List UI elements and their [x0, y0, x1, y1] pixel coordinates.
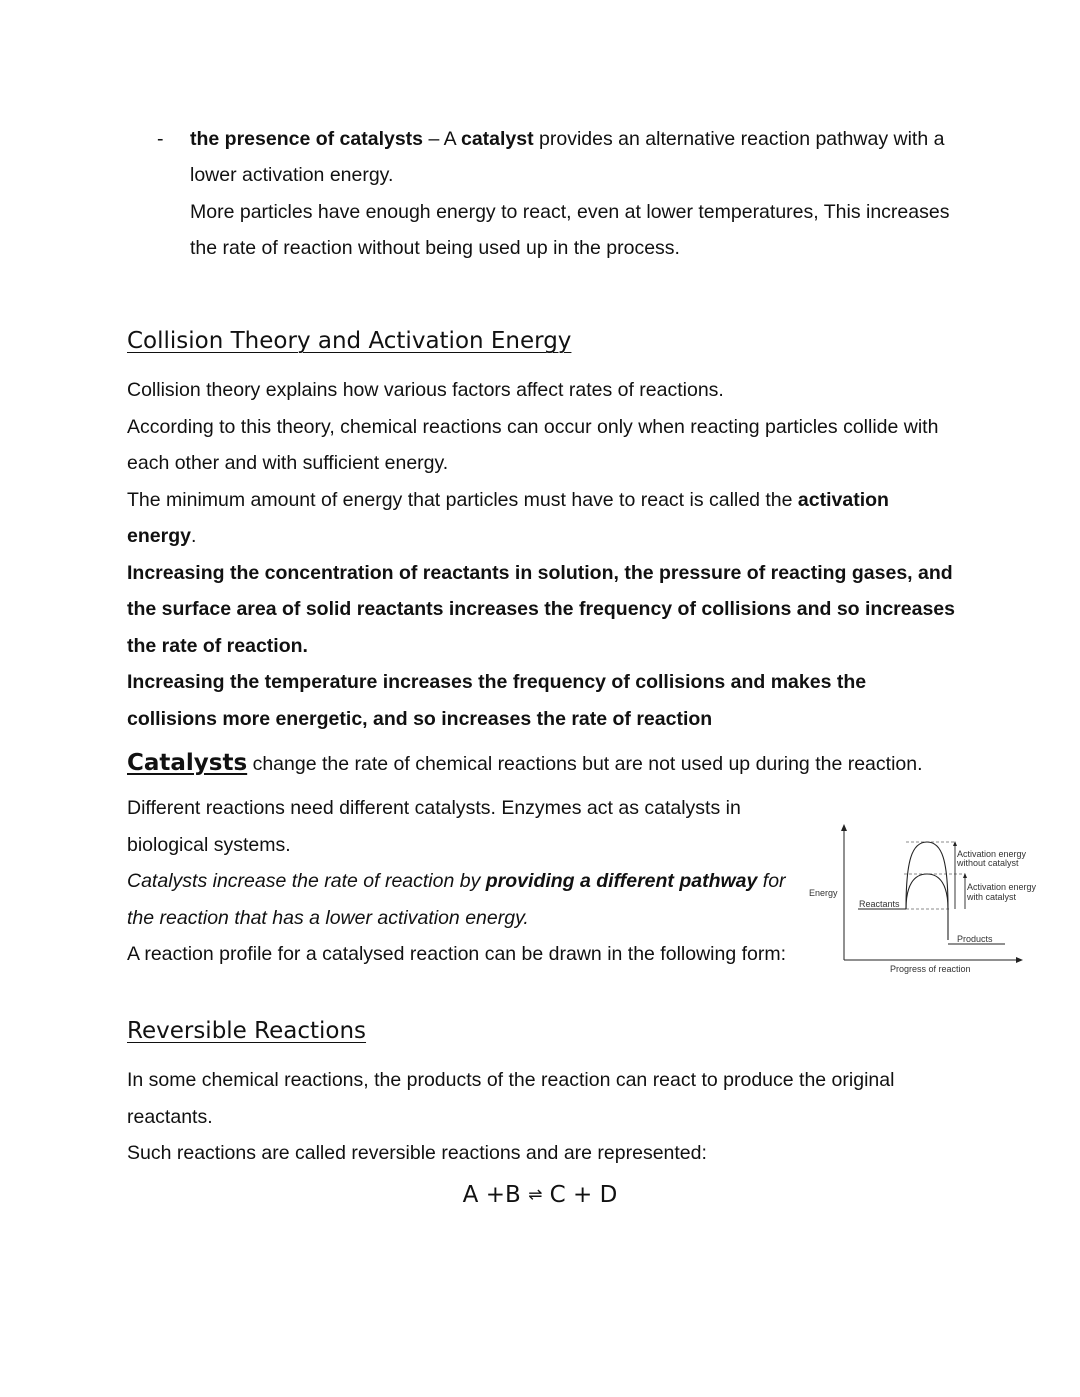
reversible-heading: Reversible Reactions: [127, 1018, 367, 1044]
equation-left: A +B: [462, 1182, 529, 1208]
bullet-catalyst-word: catalyst: [460, 128, 534, 150]
catalysts-l2: biological systems.: [127, 834, 291, 856]
collision-p3a-bold: activation: [797, 489, 889, 511]
catalysts-l3: [127, 868, 786, 894]
diagram-with-label-2: with catalyst: [967, 892, 1017, 902]
collision-p1: Collision theory explains how various factors affect rates of reactions.: [127, 379, 724, 401]
bullet-dash: -: [157, 128, 164, 150]
collision-p3a-text: The minimum amount of energy that particles must have to react is called the: [127, 489, 798, 511]
diagram-without-label-1: Activation energy: [957, 849, 1027, 859]
equation-right: C + D: [542, 1182, 618, 1208]
reversible-l1: In some chemical reactions, the products of the reaction can react to produce the original: [127, 1069, 895, 1091]
bullet-term: the presence of catalysts: [190, 128, 424, 150]
bullet-line-2: lower activation energy.: [190, 164, 394, 186]
collision-bold-2a: Increasing the temperature increases the frequency of collisions and makes the: [127, 671, 867, 693]
arrow-with-head: [963, 873, 967, 878]
collision-p3a: [127, 487, 889, 513]
diagram-with-label-1: Activation energy: [967, 882, 1037, 892]
catalysts-rest: change the rate of chemical reactions but are not used up during the reaction.: [247, 753, 923, 775]
collision-heading: Collision Theory and Activation Energy: [127, 328, 572, 354]
diagram-x-label: Progress of reaction: [890, 964, 971, 974]
bullet-rest: provides an alternative reaction pathway with a: [533, 128, 945, 150]
x-axis-arrow: [1016, 957, 1023, 963]
collision-bold-1b: the surface area of solid reactants increases the frequency of collisions and so increases: [127, 598, 955, 620]
collision-bold-2b: collisions more energetic, and so increases the rate of reaction: [127, 708, 713, 730]
catalysts-l3-a: Catalysts increase the rate of reaction by: [127, 870, 486, 892]
bullet-sep: – A: [423, 128, 461, 150]
bullet-line-1: [190, 126, 944, 152]
bullet-line-4: the rate of reaction without being used up in the process.: [190, 237, 680, 259]
collision-bold-1c: the rate of reaction.: [127, 635, 308, 657]
y-axis-arrow: [841, 824, 847, 831]
catalysts-l1: Different reactions need different catalysts. Enzymes act as catalysts in: [127, 797, 741, 819]
collision-p2b: each other and with sufficient energy.: [127, 452, 449, 474]
collision-p3b-end: .: [190, 525, 197, 547]
catalysts-l3-c: for: [757, 870, 786, 892]
diagram-products-label: Products: [957, 934, 993, 944]
catalysts-l3-b: providing a different pathway: [485, 870, 758, 892]
equilibrium-arrow-icon: ⇌: [528, 1185, 543, 1205]
curve-without-catalyst: [906, 842, 948, 940]
collision-p3b-bold: energy: [127, 525, 191, 547]
collision-p2a: According to this theory, chemical reactions can occur only when reacting particles collide with: [127, 416, 939, 438]
catalysts-intro: [127, 748, 923, 779]
collision-p3b: [127, 523, 196, 549]
diagram-without-label-2: without catalyst: [957, 858, 1019, 868]
catalysts-l4: the reaction that has a lower activation energy.: [127, 907, 529, 929]
catalysts-l5: A reaction profile for a catalysed reaction can be drawn in the following form:: [127, 943, 787, 965]
reversible-l3: Such reactions are called reversible reactions and are represented:: [127, 1142, 707, 1164]
reaction-profile-diagram: [800, 820, 1050, 980]
diagram-reactants-label: Reactants: [859, 899, 900, 909]
reversible-l2: reactants.: [127, 1106, 213, 1128]
curve-with-catalyst: [906, 874, 948, 909]
bullet-line-3: More particles have enough energy to react, even at lower temperatures, This increases: [190, 201, 950, 223]
reversible-equation: [0, 1180, 1080, 1210]
collision-bold-1a: Increasing the concentration of reactants in solution, the pressure of reacting gases, and: [127, 562, 953, 584]
diagram-energy-label: Energy: [809, 888, 838, 898]
catalysts-word: Catalysts: [127, 750, 248, 776]
